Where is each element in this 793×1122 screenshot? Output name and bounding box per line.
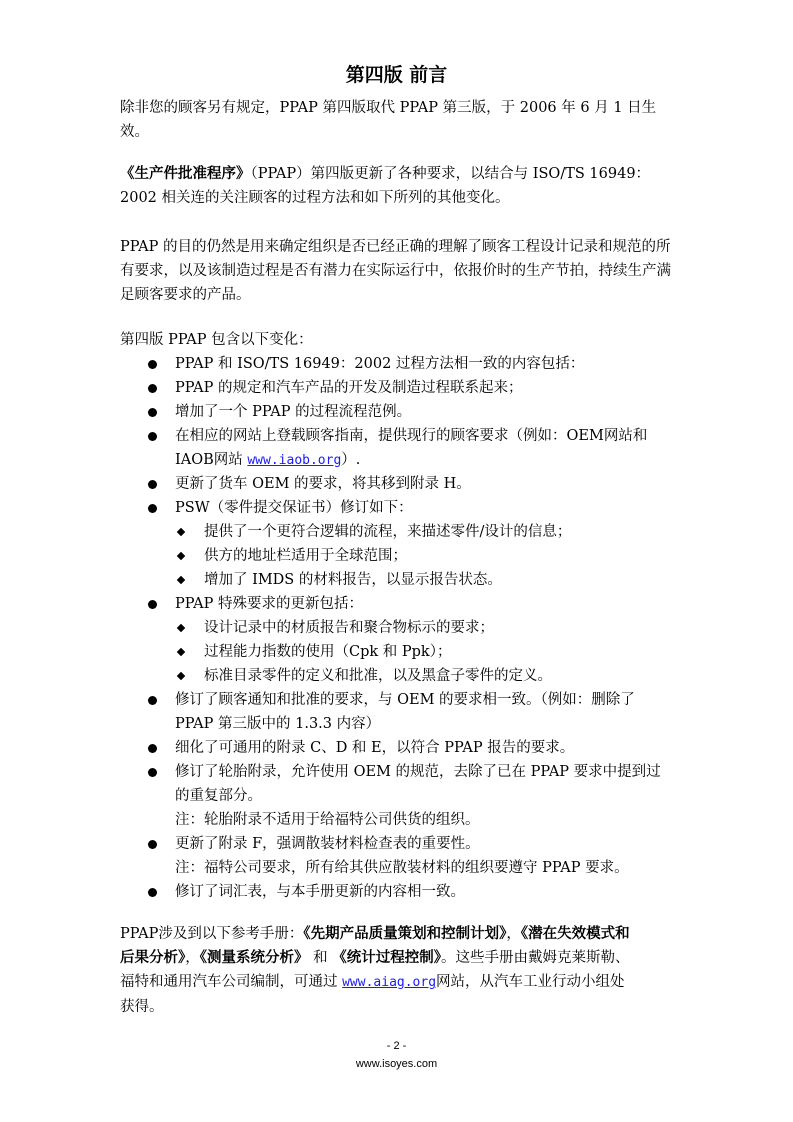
list-item: 更新了附录 F，强调散装材料检查表的重要性。 注：福特公司要求，所有给其供应散装材料的组织要遵守 PPAP 要求。 [148, 832, 678, 880]
diamond-bullet-icon [177, 552, 185, 560]
bullet-icon [148, 744, 157, 753]
bullet-icon [148, 696, 157, 705]
bullet-icon [148, 840, 157, 849]
bullet-icon [148, 432, 157, 441]
list-item: 修订了顾客通知和批准的要求，与 OEM 的要求相一致。（例如：删除了 PPAP 第三版中的 1.3.3 内容） [148, 688, 678, 736]
bullet-icon [148, 768, 157, 777]
page-number: - 2 - [386, 1040, 407, 1052]
ppap-title-bold: 《生产件批准程序》 [120, 165, 251, 182]
list-item: 在相应的网站上登载顾客指南，提供现行的顾客要求（例如：OEM网站和 IAOB网站 www.iaob.org）. [148, 424, 678, 472]
bullet-icon [148, 384, 157, 393]
ford-note: 注：福特公司要求，所有给其供应散装材料的组织要遵守 PPAP 要求。 [175, 860, 629, 876]
references-paragraph: PPAP涉及到以下参考手册：《先期产品质量策划和控制计划》，《潜在失效模式和 后果分析》，《测量系统分析》 和 《统计过程控制》。这些手册由戴姆克莱斯勒、 福特和通用汽车公司编制，可通过 www.aiag.org网站，从汽车工业行动小组处 获得。 [120, 925, 630, 1015]
diamond-bullet-icon [177, 624, 185, 632]
intro-paragraph: 除非您的顾客另有规定，PPAP 第四版取代 PPAP 第三版，于 2006 年 6 月 1 日生效。 [120, 100, 657, 140]
diamond-bullet-icon [177, 528, 185, 536]
page-title: 第四版 前言 [345, 64, 448, 86]
ppap-update-paragraph [120, 162, 675, 210]
document-page: 第四版 前言 除非您的顾客另有规定，PPAP 第四版取代 PPAP 第三版，于 2006 年 6 月 1 日生效。 《生产件批准程序》（PPAP）第四版更新了各种要求，以结合与 ISO/TS 16949：2002 相关连的关注顾客的过程方法和如下所列的其他变化。 PPAP 的目的仍然是用来确定组织是否已经正确的理解了顾客工程设计记录和规范的所有要求，以及该制造过程是否有潜力在实际运行中，依报价时的生产节拍，持续生产满足顾客要求的产品。 第四版 PPAP 包含以下变化： PPAP 和 ISO/TS 16949：2002 过程方法相一致的内容包括： PPAP 的规定和汽车产品的开发及制造过程联系起来； 增加了一个 PPAP 的过程流程范例。 在相应的网站上登载顾客指南，提供现行的顾客要求（例如：OEM网站和 IAOB网站 www.iaob.org）. 更新了货车 OEM 的要求，将其移到附录 H。 PSW（零件提交保证书）修订如下： 提供了一个更符合逻辑的流程，来描述零件/设计的信息； 供方的地址栏适用于全球范围； 增加了 IMDS 的材料报告，以显示报告状态。 PPAP 特殊要求的更新包括： 设计记录中的材质报告和聚合物标示的要求； 过程能力指数的使用（Cpk 和 Ppk）； 标准目录零件的定义和批准，以及黑盒子零件的定义。 修订了顾客通知和批准的要求，与 OEM 的要求相一致。（例如：删除了 PPAP 第三版中的 1.3.3 内容） 细化了可通用的附录 C、D 和 E，以符合 PPAP 报告的要求。 修订了轮胎附录，允许使用 OEM 的规范，去除了已在 PPAP 要求中提到过 的重复部分。 注：轮胎附录不适用于给福特公司供货的组织。 更新了附录 F，强调散装材料检查表的重要性。 注：福特公司要求，所有给其供应散装材料的组织要遵守 PPAP 要求。 修订了词汇表，与本手册更新的内容相一致。 PPAP涉及到以下参考手册：《先期产品质量策划和控制计划》，《潜在失效模式和 后果分析》，《测量系统分析》 和 《统计过程控制》。这些手册由戴姆克莱斯勒、 福特和通用汽车公司编制，可通过 www.aiag.org网站，从汽车工业行动小组处 获得。 - 2 - www.isoyes.com [0, 0, 793, 1122]
bullet-icon [148, 600, 157, 609]
bullet-icon [148, 408, 157, 417]
bullet-icon [148, 888, 157, 897]
bullet-icon [148, 504, 157, 513]
ppap-update-text: （PPAP）第四版更新了各种要求，以结合与 ISO/TS 16949：2002 相关连的关注顾客的过程方法和如下所列的其他变化。 [120, 166, 651, 206]
ppap-purpose-paragraph: PPAP 的目的仍然是用来确定组织是否已经正确的理解了顾客工程设计记录和规范的所有要求，以及该制造过程是否有潜力在实际运行中，依报价时的生产节拍，持续生产满足顾客要求的产品。 [120, 239, 671, 303]
aiag-link[interactable]: www.aiag.org [342, 975, 437, 990]
diamond-bullet-icon [177, 648, 185, 656]
tire-note: 注：轮胎附录不适用于给福特公司供货的组织。 [175, 812, 480, 828]
changes-heading: 第四版 PPAP 包含以下变化： [120, 332, 313, 348]
footer-website: www.isoyes.com [355, 1058, 438, 1070]
list-item: 修订了轮胎附录，允许使用 OEM 的规范，去除了已在 PPAP 要求中提到过 的重复部分。 注：轮胎附录不适用于给福特公司供货的组织。 [148, 760, 678, 832]
diamond-bullet-icon [177, 576, 185, 584]
iaob-link[interactable]: www.iaob.org [247, 453, 342, 468]
bullet-icon [148, 480, 157, 489]
bullet-icon [148, 360, 157, 369]
diamond-bullet-icon [177, 672, 185, 680]
